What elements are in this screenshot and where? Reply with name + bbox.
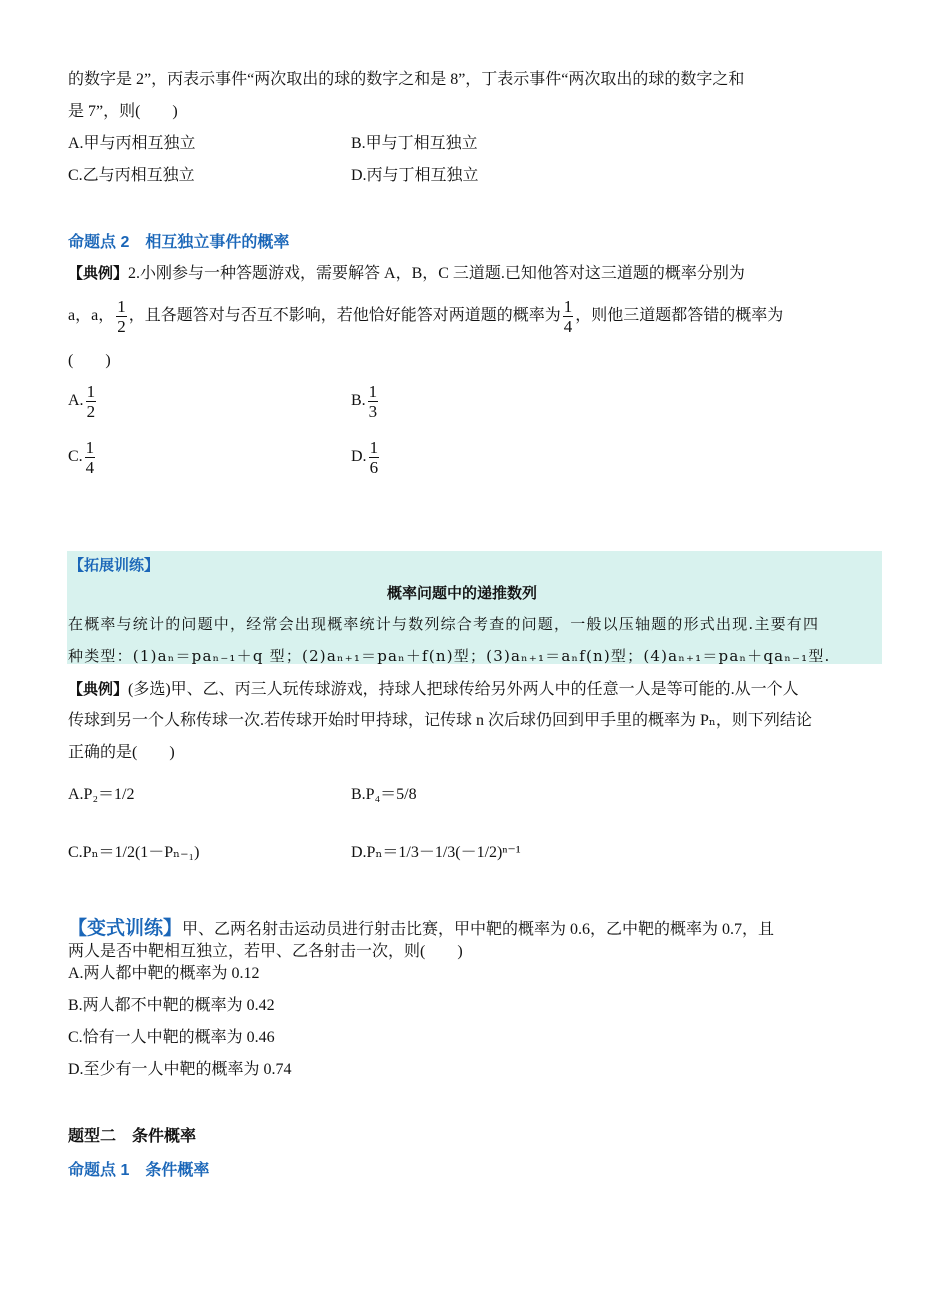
example2-option-c: C. $\frac{1}{4}$ (68, 438, 95, 477)
q1-line1: 的数字是 2”，丙表示事件“两次取出的球的数字之和是 8”，丁表示事件“两次取出的球的数字之和 (68, 71, 745, 88)
variant-option-b: B.两人都不中靶的概率为 0.42 (68, 997, 275, 1014)
example3-line3: 正确的是( ) (68, 744, 175, 761)
example2-text2-post: ，则他三道题都答错的概率为 (575, 307, 784, 324)
variant-option-d: D.至少有一人中靶的概率为 0.74 (68, 1061, 292, 1078)
q1-option-b: B.甲与丁相互独立 (351, 135, 478, 152)
example3-option-a: A.P₂＝1/2 (68, 786, 135, 803)
q1-option-d: D.丙与丁相互独立 (351, 167, 479, 184)
example2-text2-mid: ，且各题答对与否互不影响，若他恰好能答对两道题的概率为 (128, 307, 561, 324)
example3-text1: (多选)甲、乙、丙三人玩传球游戏，持球人把球传给另外两人中的任意一人是等可能的.从一个人 (128, 681, 799, 698)
example3-line2: 传球到另一个人称传球一次.若传球开始时甲持球，记传球 n 次后球仍回到甲手里的概率为 Pₙ，则下列结论 (68, 712, 812, 729)
variant-label: 【变式训练】 (68, 918, 183, 939)
example2-line3: ( ) (68, 352, 111, 369)
q1-option-c: C.乙与丙相互独立 (68, 167, 195, 184)
example2-option-b: B. $\frac{1}{3}$ (351, 382, 378, 421)
extension-line1: 在概率与统计的问题中，经常会出现概率统计与数列综合考查的问题，一般以压轴题的形式出现.主要有四 (68, 615, 820, 633)
q1-line2: 是 7”，则( ) (68, 103, 178, 120)
variant-line2: 两人是否中靶相互独立，若甲、乙各射击一次，则( ) (68, 943, 463, 960)
example2-text1: 2.小刚参与一种答题游戏，需要解答 A，B，C 三道题.已知他答对这三道题的概率分别为 (128, 265, 745, 282)
example2-option-d: D. $\frac{1}{6}$ (351, 438, 379, 477)
extension-title: 概率问题中的递推数列 (387, 585, 538, 602)
example2-text2-pre: a，a， (68, 307, 115, 324)
example3-option-d: D.Pₙ＝1/3－1/3(－1/2)ⁿ⁻¹ (351, 844, 521, 861)
example2-line2 (68, 295, 783, 337)
variant-option-a: A.两人都中靶的概率为 0.12 (68, 965, 260, 982)
point2-heading: 命题点 2 相互独立事件的概率 (68, 234, 290, 251)
example2-line1 (68, 262, 745, 285)
point1-heading: 命题点 1 条件概率 (68, 1162, 210, 1179)
q1-option-a: A.甲与丙相互独立 (68, 135, 196, 152)
variant-option-c: C.恰有一人中靶的概率为 0.46 (68, 1029, 275, 1046)
fraction-half: $\frac{1}{2}$ (117, 296, 126, 336)
example2-option-a: A. $\frac{1}{2}$ (68, 382, 96, 421)
section2-heading: 题型二 条件概率 (68, 1128, 197, 1145)
variant-text1: 甲、乙两名射击运动员进行射击比赛，甲中靶的概率为 0.6，乙中靶的概率为 0.7，且 (182, 921, 775, 938)
fraction-quarter: $\frac{1}{4}$ (563, 296, 573, 336)
example2-label: 【典例】 (68, 264, 129, 282)
extension-label: 【拓展训练】 (69, 557, 160, 574)
example3-line1 (68, 678, 799, 701)
variant-line1 (68, 917, 774, 942)
extension-line2: 种类型：(1)aₙ＝paₙ₋₁＋q 型；(2)aₙ₊₁＝paₙ＋f(n)型；(3)aₙ₊₁＝aₙf(n)型；(4)aₙ₊₁＝paₙ＋qaₙ₋₁型. (68, 647, 831, 665)
example3-option-b: B.P₄＝5/8 (351, 786, 417, 803)
example3-label: 【典例】 (68, 680, 129, 698)
example3-option-c: C.Pₙ＝1/2(1－Pₙ₋₁) (68, 844, 200, 861)
